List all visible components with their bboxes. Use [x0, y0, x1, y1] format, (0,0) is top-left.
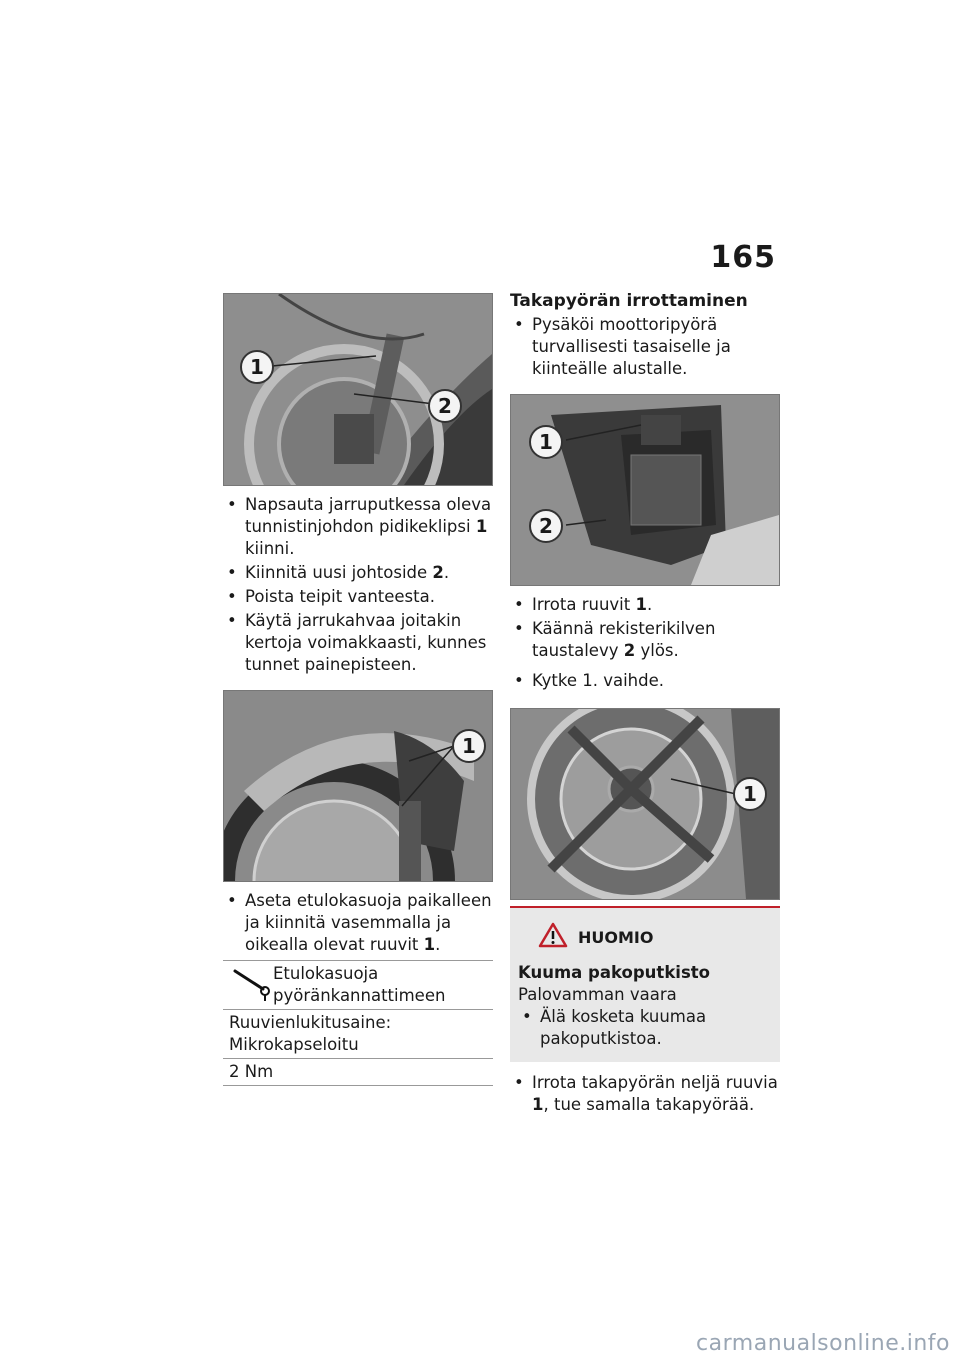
photo-license-plate-illustration: [511, 395, 779, 585]
steps-list-2: [223, 890, 493, 956]
steps-list-5: [510, 670, 780, 692]
callout-2: 2: [428, 389, 462, 423]
steps-list-3: [510, 314, 780, 380]
warning-title: HUOMIO: [578, 927, 654, 947]
list-item: • Älä kosketa kuumaa pakoputkistoa.: [518, 1006, 772, 1050]
steps-list-4: [510, 594, 780, 662]
warning-subject: Kuuma pakoputkisto: [518, 963, 710, 982]
spec-locking-agent: Ruuvienlukitusaine: Mikrokapseloitu: [223, 1010, 493, 1059]
callout-2: 2: [529, 509, 563, 543]
photo-front-fender-illustration: [224, 691, 492, 881]
left-column: [223, 293, 493, 1086]
right-column: [510, 290, 780, 1118]
torque-spec-table: [223, 960, 493, 1086]
photo-front-fender: [223, 690, 493, 882]
watermark-footer: carmanualsonline.info: [696, 1331, 950, 1356]
section-heading: Takapyörän irrottaminen: [510, 291, 748, 311]
photo-brake-line-clip: [223, 293, 493, 486]
torque-wrench-icon: [229, 963, 273, 1003]
list-item: • Kiinnitä uusi johtoside 2.: [223, 562, 493, 584]
photo-license-plate-carrier: [510, 394, 780, 586]
list-item: • Aseta etulokasuoja paikalleen ja kiinnitä vasemmalla ja oikealla olevat ruuvit 1.: [223, 890, 493, 956]
list-item: • Irrota takapyörän neljä ruuvia 1, tue samalla takapyörää.: [510, 1072, 780, 1116]
callout-1: 1: [529, 425, 563, 459]
list-item: • Irrota ruuvit 1.: [510, 594, 780, 616]
list-item: • Käännä rekisterikilven taustalevy 2 ylös.: [510, 618, 780, 662]
list-item: • Kytke 1. vaihde.: [510, 670, 780, 692]
spec-torque-value: 2 Nm: [223, 1059, 493, 1086]
warning-list: [518, 1006, 772, 1050]
spec-title-cell: Etulokasuoja pyöränkannattimeen: [223, 961, 493, 1010]
steps-list-1: [223, 494, 493, 676]
page-number: 165: [710, 240, 776, 275]
steps-list-6: [510, 1072, 780, 1116]
callout-1: 1: [240, 350, 274, 384]
callout-1: 1: [452, 729, 486, 763]
list-item: • Napsauta jarruputkessa oleva tunnistinjohdon pidikeklipsi 1 kiinni.: [223, 494, 493, 560]
callout-1: 1: [733, 777, 767, 811]
photo-rear-wheel: [510, 708, 780, 900]
warning-text: Palovamman vaara: [518, 985, 677, 1004]
warning-box: [510, 906, 780, 1062]
list-item: • Pysäköi moottoripyörä turvallisesti tasaiselle ja kiinteälle alustalle.: [510, 314, 780, 380]
list-item: • Poista teipit vanteesta.: [223, 586, 493, 608]
list-item: • Käytä jarrukahvaa joitakin kertoja voimakkaasti, kunnes tunnet painepisteen.: [223, 610, 493, 676]
warning-header: [518, 922, 772, 952]
warning-triangle-icon: [538, 922, 568, 952]
